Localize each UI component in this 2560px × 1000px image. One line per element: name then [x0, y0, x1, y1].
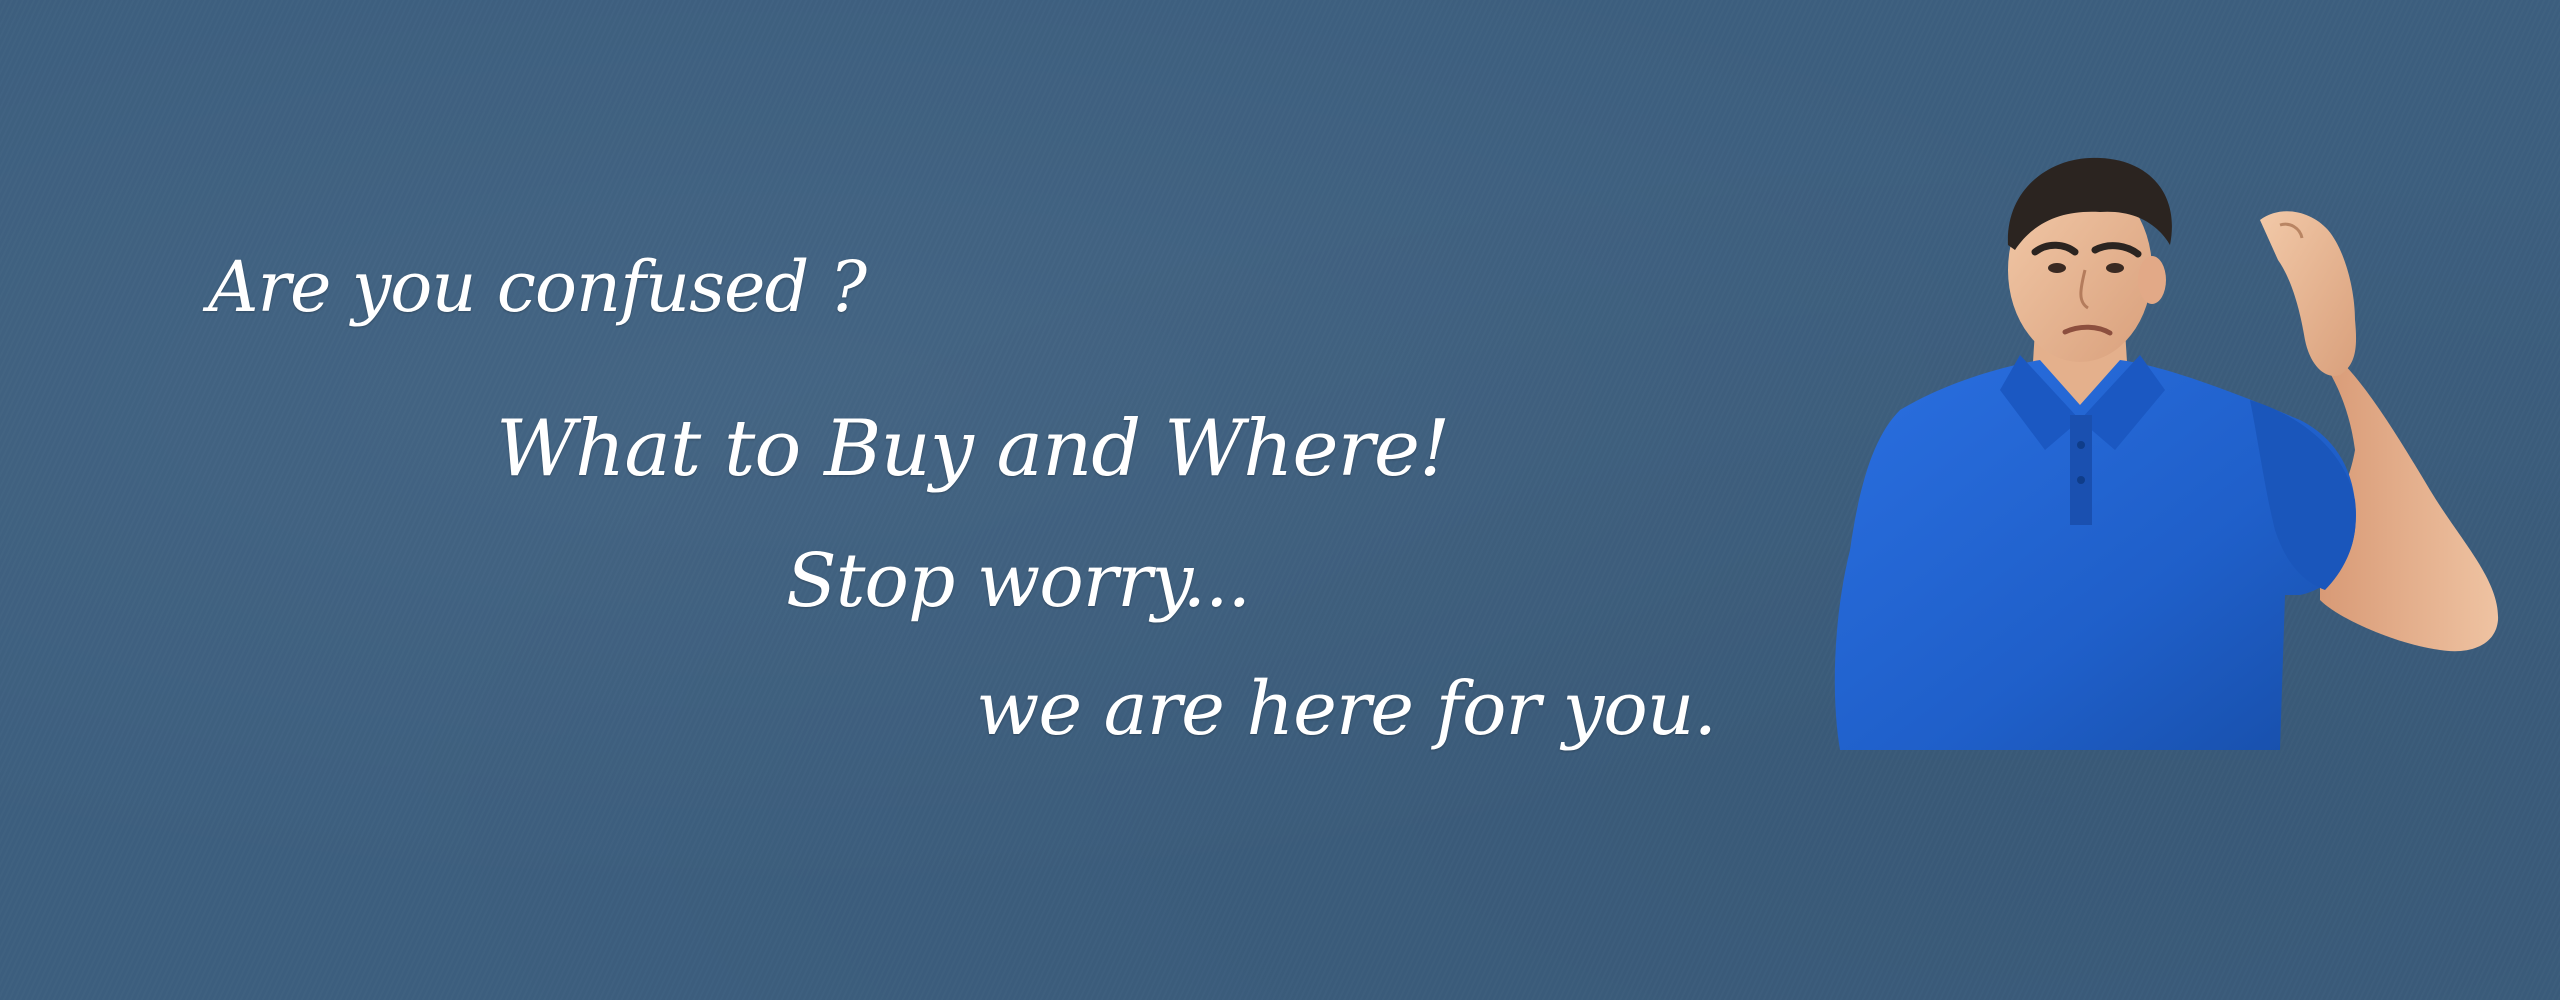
confused-man-image	[1780, 150, 2520, 750]
headline-stop-worry: Stop worry...	[786, 538, 1251, 624]
headline-what-to-buy: What to Buy and Where!	[496, 404, 1450, 494]
headline-question: Are you confused ?	[208, 246, 867, 328]
headline-here-for-you: we are here for you.	[976, 666, 1716, 752]
